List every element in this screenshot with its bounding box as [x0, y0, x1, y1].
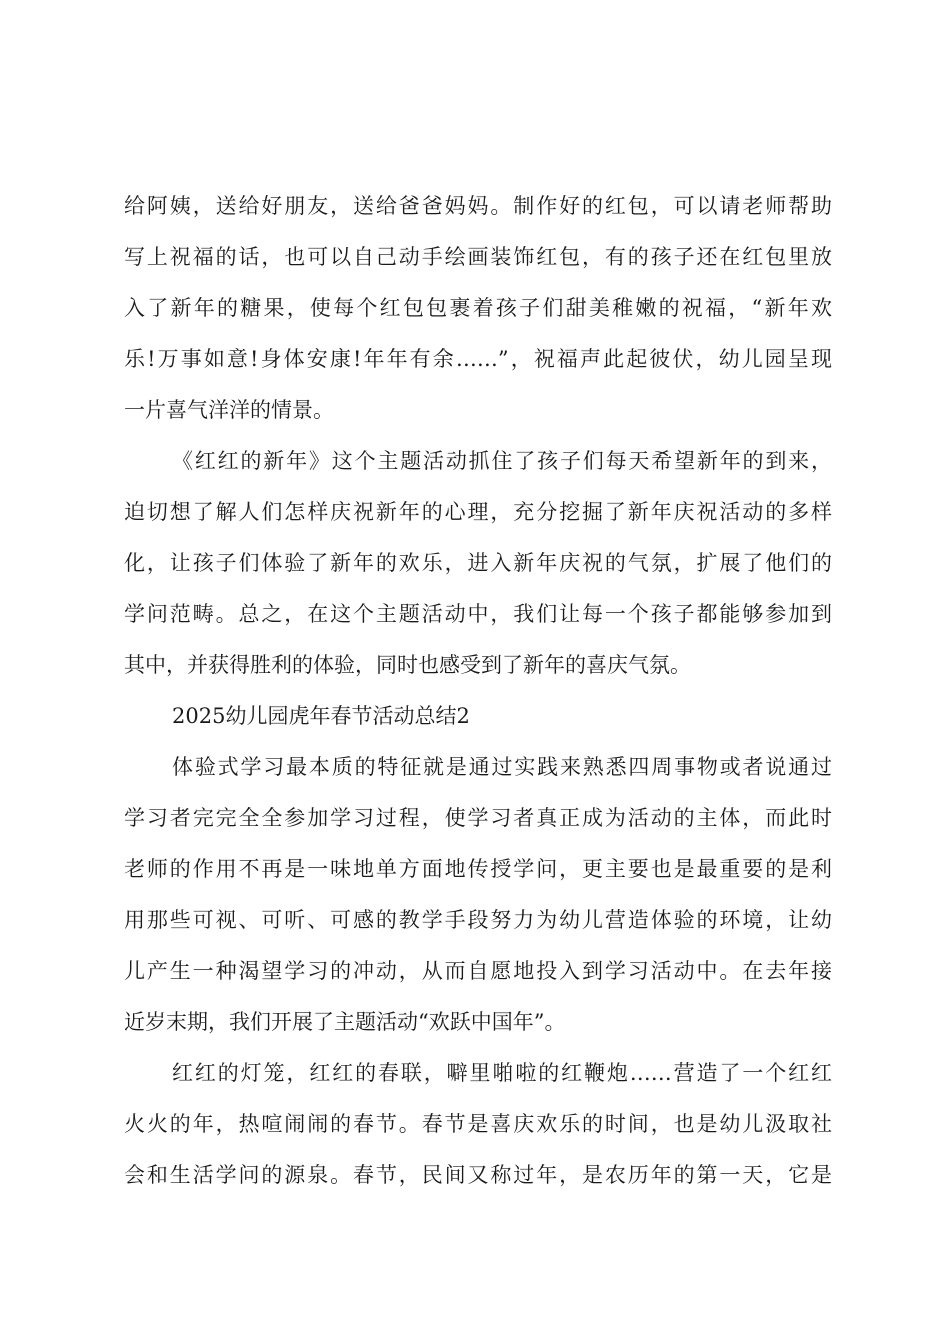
paragraph-3-line-4: 用那些可视、可听、可感的教学手段努力为幼儿营造体验的环境，让幼 [124, 908, 832, 932]
paragraph-3-line-2: 学习者完完全全参加学习过程，使学习者真正成为活动的主体，而此时 [124, 806, 832, 830]
paragraph-1-line-3: 入了新年的糖果，使每个红包包裹着孩子们甜美稚嫩的祝福，“新年欢 [124, 296, 832, 320]
paragraph-4-line-3: 会和生活学问的源泉。春节，民间又称过年，是农历年的第一天，它是 [124, 1163, 832, 1187]
paragraph-3-line-1: 体验式学习最本质的特征就是通过实践来熟悉四周事物或者说通过 [172, 755, 832, 779]
section-heading: 2025幼儿园虎年春节活动总结2 [172, 704, 470, 728]
paragraph-1-line-4: 乐!万事如意!身体安康!年年有余……”，祝福声此起彼伏，幼儿园呈现 [124, 347, 832, 371]
paragraph-2-line-4: 学问范畴。总之，在这个主题活动中，我们让每一个孩子都能够参加到 [124, 602, 832, 626]
paragraph-4-line-2: 火火的年，热喧闹闹的春节。春节是喜庆欢乐的时间，也是幼儿汲取社 [124, 1112, 832, 1136]
paragraph-2-line-5: 其中，并获得胜利的体验，同时也感受到了新年的喜庆气氛。 [124, 653, 691, 677]
paragraph-4-line-1: 红红的灯笼，红红的春联，噼里啪啦的红鞭炮……营造了一个红红 [172, 1061, 832, 1085]
paragraph-2-line-3: 化，让孩子们体验了新年的欢乐，进入新年庆祝的气氛，扩展了他们的 [124, 551, 832, 575]
paragraph-1-line-1: 给阿姨，送给好朋友，送给爸爸妈妈。制作好的红包，可以请老师帮助 [124, 194, 832, 218]
paragraph-3-line-6: 近岁末期，我们开展了主题活动“欢跃中国年”。 [124, 1010, 566, 1034]
paragraph-1-line-2: 写上祝福的话，也可以自己动手绘画装饰红包，有的孩子还在红包里放 [124, 245, 832, 269]
paragraph-3-line-3: 老师的作用不再是一味地单方面地传授学问，更主要也是最重要的是利 [124, 857, 832, 881]
paragraph-3-line-5: 儿产生一种渴望学习的冲动，从而自愿地投入到学习活动中。在去年接 [124, 959, 832, 983]
paragraph-1-line-5: 一片喜气洋洋的情景。 [124, 398, 334, 422]
paragraph-2-line-2: 迫切想了解人们怎样庆祝新年的心理，充分挖掘了新年庆祝活动的多样 [124, 500, 832, 524]
paragraph-2-line-1: 《红红的新年》这个主题活动抓住了孩子们每天希望新年的到来， [172, 449, 832, 473]
